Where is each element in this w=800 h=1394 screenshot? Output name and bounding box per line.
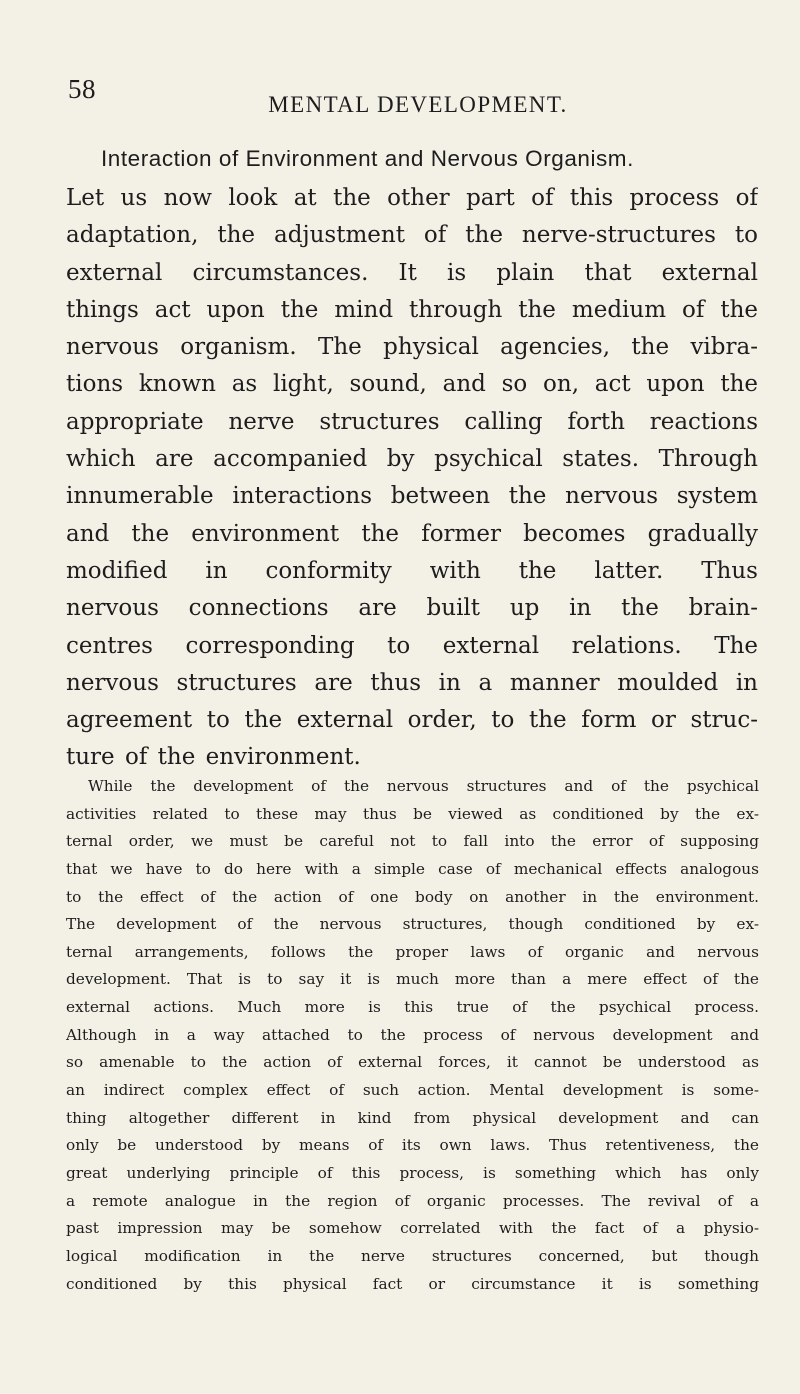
main-paragraph-line: which are accompanied by psychical states. Through	[66, 446, 758, 473]
main-paragraph-line: ture of the environment.	[66, 744, 361, 771]
main-paragraph	[66, 180, 758, 777]
main-paragraph-line: tions known as light, sound, and so on, act upon the	[66, 371, 758, 398]
small-print-line: logical modification in the nerve structures concerned, but though	[66, 1246, 759, 1265]
small-print-line: development. That is to say it is much more than a mere effect of the	[66, 970, 759, 989]
small-print-line: ternal order, we must be careful not to fall into the error of supposing	[66, 832, 759, 851]
small-print-line: only be understood by means of its own laws. Thus retentiveness, the	[66, 1136, 759, 1155]
main-paragraph-line: agreement to the external order, to the form or struc-	[66, 707, 758, 734]
small-print-line: external actions. Much more is this true of the psychical process.	[66, 998, 759, 1017]
small-print-line: Although in a way attached to the process of nervous development and	[66, 1025, 759, 1044]
main-paragraph-line: things act upon the mind through the medium of the	[66, 296, 758, 323]
small-print-line: a remote analogue in the region of organic processes. The revival of a	[66, 1191, 759, 1210]
main-paragraph-line: adaptation, the adjustment of the nerve-structures to	[66, 222, 758, 249]
main-paragraph-line: external circumstances. It is plain that external	[66, 259, 758, 286]
running-head: MENTAL DEVELOPMENT.	[268, 92, 568, 117]
small-print-line: activities related to these may thus be viewed as conditioned by the ex-	[66, 804, 759, 823]
small-print-line: past impression may be somehow correlated with the fact of a physio-	[66, 1219, 759, 1238]
small-print-line: thing altogether different in kind from physical development and can	[66, 1108, 759, 1127]
small-print-line: The development of the nervous structures, though conditioned by ex-	[66, 915, 759, 934]
small-print-line: an indirect complex effect of such action. Mental development is some-	[66, 1081, 759, 1100]
small-print-line: ternal arrangements, follows the proper laws of organic and nervous	[66, 942, 759, 961]
section-heading: Interaction of Environment and Nervous Organism.	[101, 146, 634, 171]
small-print-paragraph	[66, 773, 759, 1298]
main-paragraph-line: nervous organism. The physical agencies, the vibra-	[66, 334, 758, 361]
main-paragraph-line: Let us now look at the other part of this process of	[66, 185, 758, 211]
main-paragraph-line: modified in conformity with the latter. Thus	[66, 557, 758, 584]
main-paragraph-line: and the environment the former becomes gradually	[66, 520, 758, 547]
small-print-line: that we have to do here with a simple case of mechanical effects analogous	[66, 859, 759, 878]
small-print-line: to the effect of the action of one body on another in the environment.	[66, 887, 759, 906]
main-paragraph-line: nervous structures are thus in a manner moulded in	[66, 669, 758, 696]
main-paragraph-line: innumerable interactions between the nervous system	[66, 483, 758, 510]
main-paragraph-line: appropriate nerve structures calling forth reactions	[66, 408, 758, 435]
small-print-line: great underlying principle of this process, is something which has only	[66, 1163, 759, 1182]
small-print-line: so amenable to the action of external forces, it cannot be understood as	[66, 1053, 759, 1072]
small-print-line: conditioned by this physical fact or circumstance it is something	[66, 1274, 759, 1293]
page-number: 58	[68, 74, 96, 104]
small-print-line: While the development of the nervous structures and of the psychical	[88, 777, 759, 795]
main-paragraph-line: nervous connections are built up in the brain-	[66, 595, 758, 622]
main-paragraph-line: centres corresponding to external relations. The	[66, 632, 758, 659]
